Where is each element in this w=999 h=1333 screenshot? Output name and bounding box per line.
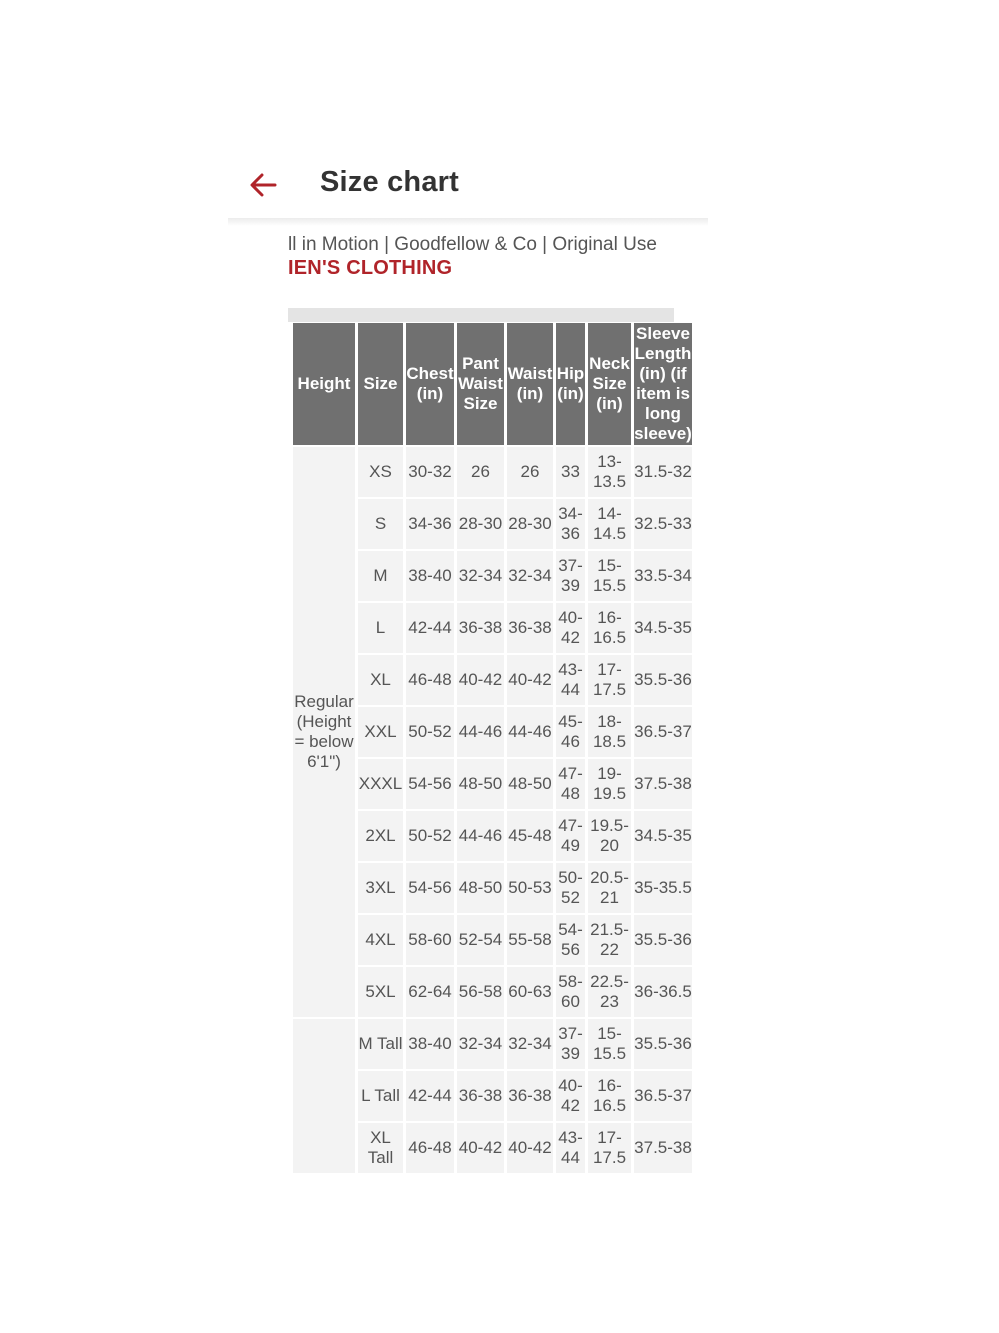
sleeve-cell: 37.5-38 bbox=[634, 1123, 692, 1173]
sleeve-cell: 32.5-33 bbox=[634, 499, 692, 549]
hip-cell: 37-39 bbox=[556, 1019, 585, 1069]
neck-cell: 16-16.5 bbox=[588, 603, 631, 653]
waist-cell: 60-63 bbox=[507, 967, 553, 1017]
sleeve-cell: 35.5-36 bbox=[634, 655, 692, 705]
app-header bbox=[228, 150, 708, 222]
hip-cell: 40-42 bbox=[556, 1071, 585, 1121]
height-group-cell bbox=[293, 1019, 355, 1173]
chest-cell: 58-60 bbox=[406, 915, 454, 965]
category-title: IEN'S CLOTHING bbox=[288, 257, 453, 279]
waist-cell: 36-38 bbox=[507, 1071, 553, 1121]
chest-cell: 50-52 bbox=[406, 811, 454, 861]
sleeve-cell: 36.5-37 bbox=[634, 707, 692, 757]
hip-cell: 43-44 bbox=[556, 655, 585, 705]
chest-cell: 42-44 bbox=[406, 1071, 454, 1121]
hip-cell: 47-48 bbox=[556, 759, 585, 809]
pant-waist-header: Pant Waist Size bbox=[457, 323, 504, 445]
sleeve-cell: 31.5-32 bbox=[634, 447, 692, 497]
neck-cell: 19-19.5 bbox=[588, 759, 631, 809]
neck-cell: 20.5-21 bbox=[588, 863, 631, 913]
hip-cell: 47-49 bbox=[556, 811, 585, 861]
size-cell: M Tall bbox=[358, 1019, 403, 1069]
page-title: Size chart bbox=[320, 166, 459, 198]
sleeve-cell: 33.5-34 bbox=[634, 551, 692, 601]
chest-cell: 62-64 bbox=[406, 967, 454, 1017]
sleeve-cell: 35.5-36 bbox=[634, 1019, 692, 1069]
sleeve-cell: 36-36.5 bbox=[634, 967, 692, 1017]
hip-cell: 34-36 bbox=[556, 499, 585, 549]
chest-cell: 30-32 bbox=[406, 447, 454, 497]
neck-header: Neck Size (in) bbox=[588, 323, 631, 445]
neck-cell: 15-15.5 bbox=[588, 1019, 631, 1069]
brands-line: ll in Motion | Goodfellow & Co | Original Use bbox=[288, 234, 657, 255]
neck-cell: 17-17.5 bbox=[588, 655, 631, 705]
chest-cell: 46-48 bbox=[406, 1123, 454, 1173]
size-cell: XL Tall bbox=[358, 1123, 403, 1173]
height-group-cell: Regular (Height = below 6'1") bbox=[293, 447, 355, 1017]
hip-cell: 54-56 bbox=[556, 915, 585, 965]
height-header: Height bbox=[293, 323, 355, 445]
sleeve-header: Sleeve Length (in) (if item is long sleeve) bbox=[634, 324, 692, 443]
neck-cell: 21.5-22 bbox=[588, 915, 631, 965]
waist-cell: 40-42 bbox=[507, 1123, 553, 1173]
size-cell: XXL bbox=[358, 707, 403, 757]
hip-cell: 50-52 bbox=[556, 863, 585, 913]
neck-cell: 16-16.5 bbox=[588, 1071, 631, 1121]
table-row bbox=[293, 1019, 692, 1069]
pant-waist-cell: 44-46 bbox=[457, 707, 504, 757]
table-row bbox=[293, 447, 692, 497]
pant-waist-cell: 48-50 bbox=[457, 759, 504, 809]
waist-cell: 26 bbox=[507, 447, 553, 497]
pant-waist-cell: 28-30 bbox=[457, 499, 504, 549]
pant-waist-cell: 44-46 bbox=[457, 811, 504, 861]
size-cell: M bbox=[358, 551, 403, 601]
chest-cell: 50-52 bbox=[406, 707, 454, 757]
chest-cell: 34-36 bbox=[406, 499, 454, 549]
hip-cell: 43-44 bbox=[556, 1123, 585, 1173]
sleeve-cell: 35.5-36 bbox=[634, 915, 692, 965]
size-cell: L Tall bbox=[358, 1071, 403, 1121]
table-top-bar bbox=[288, 308, 674, 322]
pant-waist-cell: 32-34 bbox=[457, 551, 504, 601]
pant-waist-cell: 52-54 bbox=[457, 915, 504, 965]
waist-cell: 40-42 bbox=[507, 655, 553, 705]
hip-header: Hip (in) bbox=[556, 323, 585, 445]
waist-cell: 44-46 bbox=[507, 707, 553, 757]
pant-waist-cell: 40-42 bbox=[457, 1123, 504, 1173]
size-cell: XL bbox=[358, 655, 403, 705]
neck-cell: 15-15.5 bbox=[588, 551, 631, 601]
pant-waist-cell: 32-34 bbox=[457, 1019, 504, 1069]
neck-cell: 17-17.5 bbox=[588, 1123, 631, 1173]
header-row bbox=[293, 323, 692, 445]
size-cell: XS bbox=[358, 447, 403, 497]
pant-waist-cell: 48-50 bbox=[457, 863, 504, 913]
waist-cell: 48-50 bbox=[507, 759, 553, 809]
waist-cell: 32-34 bbox=[507, 551, 553, 601]
chest-cell: 54-56 bbox=[406, 863, 454, 913]
chest-header: Chest (in) bbox=[406, 323, 454, 445]
pant-waist-cell: 56-58 bbox=[457, 967, 504, 1017]
size-cell: XXXL bbox=[358, 759, 403, 809]
sleeve-cell: 34.5-35 bbox=[634, 811, 692, 861]
header-divider bbox=[228, 218, 708, 226]
chest-cell: 38-40 bbox=[406, 551, 454, 601]
waist-cell: 32-34 bbox=[507, 1019, 553, 1069]
pant-waist-cell: 26 bbox=[457, 447, 504, 497]
hip-cell: 58-60 bbox=[556, 967, 585, 1017]
size-cell: L bbox=[358, 603, 403, 653]
neck-cell: 22.5-23 bbox=[588, 967, 631, 1017]
size-chart-content[interactable] bbox=[288, 226, 708, 1176]
back-button[interactable] bbox=[246, 168, 280, 202]
pant-waist-cell: 36-38 bbox=[457, 1071, 504, 1121]
neck-cell: 18-18.5 bbox=[588, 707, 631, 757]
sleeve-cell: 34.5-35 bbox=[634, 603, 692, 653]
hip-cell: 33 bbox=[556, 447, 585, 497]
waist-cell: 28-30 bbox=[507, 499, 553, 549]
size-cell: S bbox=[358, 499, 403, 549]
sleeve-cell: 36.5-37 bbox=[634, 1071, 692, 1121]
neck-cell: 13-13.5 bbox=[588, 447, 631, 497]
waist-cell: 50-53 bbox=[507, 863, 553, 913]
waist-cell: 36-38 bbox=[507, 603, 553, 653]
size-cell: 5XL bbox=[358, 967, 403, 1017]
chest-cell: 42-44 bbox=[406, 603, 454, 653]
size-table bbox=[290, 321, 695, 1175]
size-header: Size bbox=[358, 323, 403, 445]
hip-cell: 40-42 bbox=[556, 603, 585, 653]
chest-cell: 46-48 bbox=[406, 655, 454, 705]
waist-header: Waist (in) bbox=[507, 323, 553, 445]
neck-cell: 19.5-20 bbox=[588, 811, 631, 861]
arrow-left-icon bbox=[246, 168, 280, 202]
sleeve-cell: 37.5-38 bbox=[634, 759, 692, 809]
waist-cell: 55-58 bbox=[507, 915, 553, 965]
hip-cell: 37-39 bbox=[556, 551, 585, 601]
waist-cell: 45-48 bbox=[507, 811, 553, 861]
neck-cell: 14-14.5 bbox=[588, 499, 631, 549]
size-cell: 4XL bbox=[358, 915, 403, 965]
size-cell: 3XL bbox=[358, 863, 403, 913]
chest-cell: 38-40 bbox=[406, 1019, 454, 1069]
hip-cell: 45-46 bbox=[556, 707, 585, 757]
size-cell: 2XL bbox=[358, 811, 403, 861]
chest-cell: 54-56 bbox=[406, 759, 454, 809]
pant-waist-cell: 40-42 bbox=[457, 655, 504, 705]
pant-waist-cell: 36-38 bbox=[457, 603, 504, 653]
sleeve-cell: 35-35.5 bbox=[634, 863, 692, 913]
